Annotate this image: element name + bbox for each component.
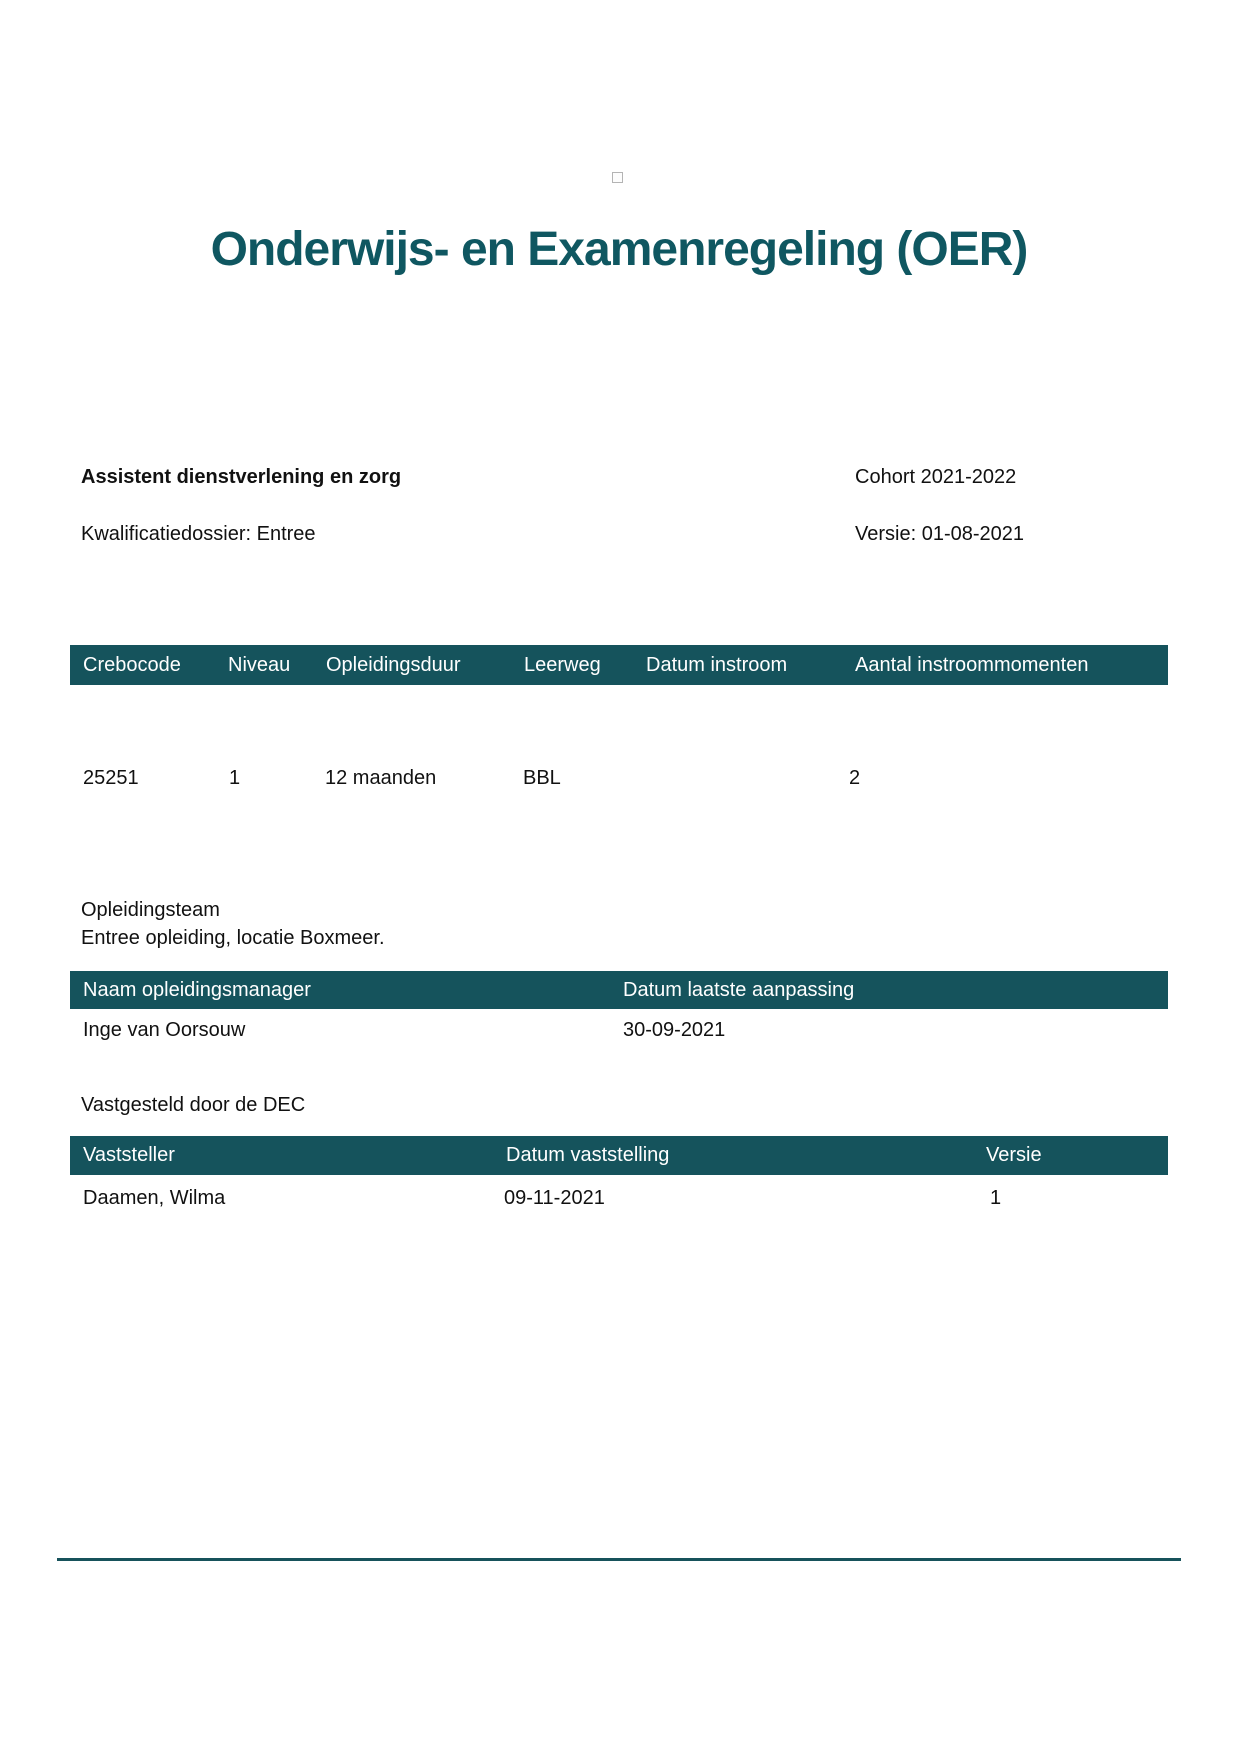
- version-label: Versie: 01-08-2021: [855, 523, 1025, 545]
- program-table-header-niveau: Niveau: [228, 654, 291, 676]
- program-table-header-row: [70, 645, 1168, 685]
- program-table-header-datum-instroom: Datum instroom: [646, 654, 788, 676]
- manager-table-header-datum-aanpassing: Datum laatste aanpassing: [623, 979, 855, 1001]
- program-table-header-crebocode: Crebocode: [83, 654, 181, 676]
- program-table-cell-leerweg: BBL: [523, 767, 561, 789]
- program-table-cell-niveau: 1: [229, 767, 241, 789]
- program-table-header-opleidingsduur: Opleidingsduur: [326, 654, 461, 676]
- page-title: Onderwijs- en Examenregeling (OER): [210, 223, 1028, 276]
- program-table-header-leerweg: Leerweg: [524, 654, 601, 676]
- approval-table-header-row: [70, 1136, 1168, 1175]
- approval-section-heading: Vastgesteld door de DEC: [81, 1094, 306, 1116]
- manager-table-header-naam: Naam opleidingsmanager: [83, 979, 311, 1001]
- footer-divider: [57, 1558, 1181, 1561]
- manager-table-header-row: [70, 971, 1168, 1009]
- approval-table-cell-datum-vaststelling: 09-11-2021: [504, 1187, 605, 1209]
- approval-table-cell-vaststeller: Daamen, Wilma: [83, 1187, 226, 1209]
- approval-table-cell-versie: 1: [990, 1187, 1002, 1209]
- program-name: Assistent dienstverlening en zorg: [81, 466, 402, 488]
- image-placeholder-icon: [612, 172, 623, 183]
- program-table-header-aantal-instroommomenten: Aantal instroommomenten: [855, 654, 1089, 676]
- team-section-subheading: Entree opleiding, locatie Boxmeer.: [81, 927, 385, 949]
- approval-table-header-vaststeller: Vaststeller: [83, 1144, 175, 1166]
- program-table-cell-crebocode: 25251: [83, 767, 139, 789]
- approval-table-header-versie: Versie: [986, 1144, 1042, 1166]
- manager-table-cell-naam: Inge van Oorsouw: [83, 1019, 246, 1041]
- manager-table-cell-datum-aanpassing: 30-09-2021: [623, 1019, 726, 1041]
- program-table-cell-aantal-instroommomenten: 2: [849, 767, 861, 789]
- team-section-heading: Opleidingsteam: [81, 899, 220, 921]
- program-table-cell-opleidingsduur: 12 maanden: [325, 767, 437, 789]
- qualification-dossier: Kwalificatiedossier: Entree: [81, 523, 316, 545]
- approval-table-header-datum-vaststelling: Datum vaststelling: [506, 1144, 670, 1166]
- cohort-label: Cohort 2021-2022: [855, 466, 1017, 488]
